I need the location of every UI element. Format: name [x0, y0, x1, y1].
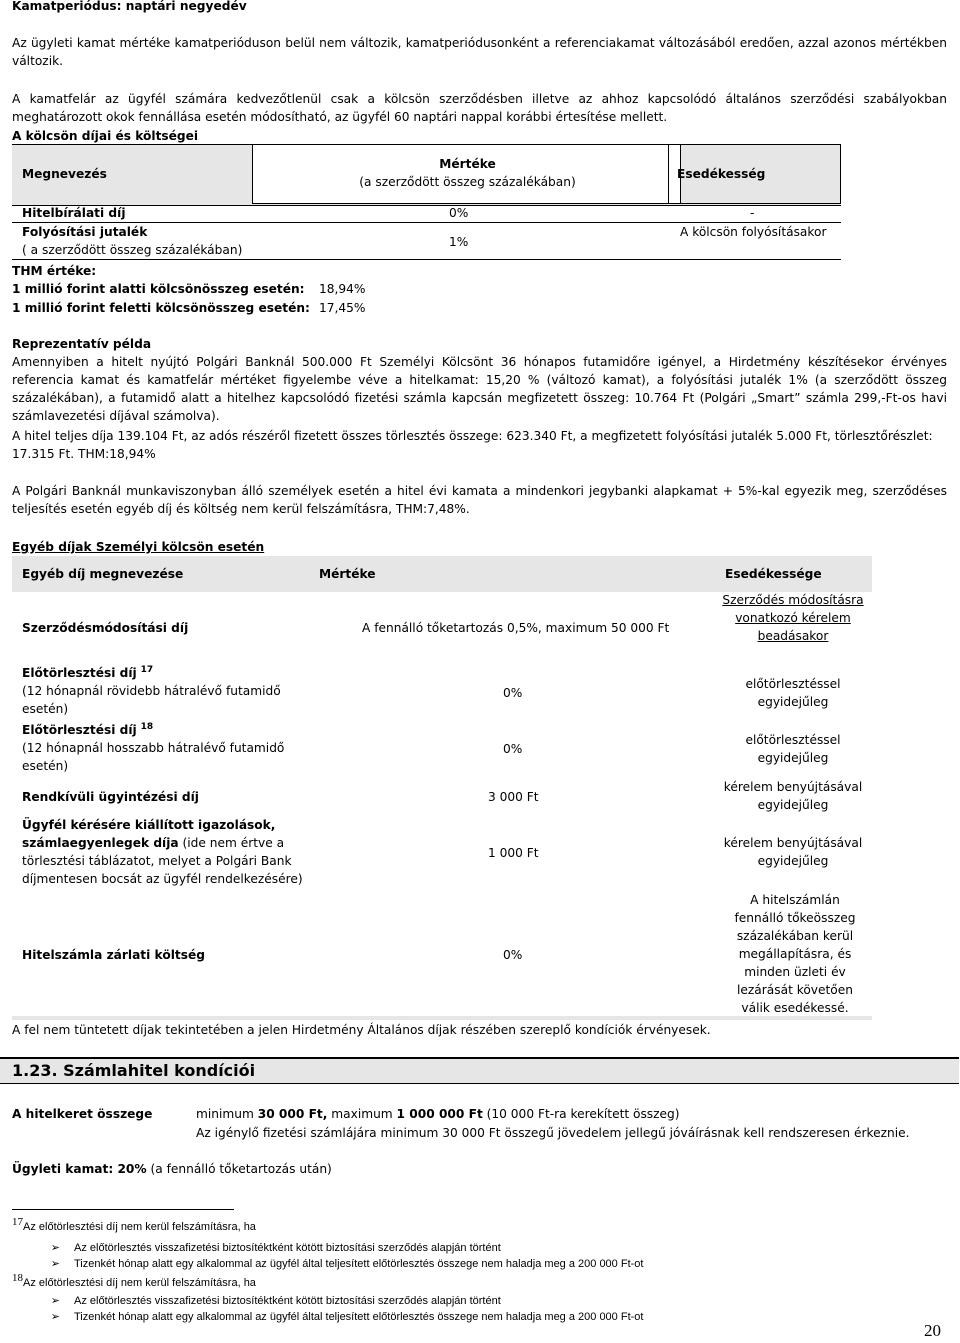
credit-limit-line1	[196, 1105, 680, 1123]
paragraph-interest-rate: Az ügyleti kamat mértéke kamatperióduson belül nem változik, kamatperiódusonként a referenciakamat változásából eredően, azzal azonos mértékben változik.	[12, 36, 947, 68]
fees-col-name: Megnevezés	[22, 167, 107, 181]
example-paragraph-1: Amennyiben a hitelt nyújtó Polgári Banknál 500.000 Ft Személyi Kölcsönt 36 hónapos futamidőre igényel, a Hirdetmény készítésekor érvényes referencia kamat és kamatfelár mértéket figyelembe véve a hitelkamat: 15,20 % (változó kamat), a folyósítási jutalék 1% (a szerződött összeg százalékában), a futamidő alatt a hitelhez kapcsolódó fizetési számla kapcsán megfizetett összeg: 10.764 Ft (Polgári „Smart” számla 299,-Ft-os havi számlavezetési díjával számolva).	[12, 355, 947, 423]
prepayment-short-title: Előtörlesztési díj	[22, 666, 137, 680]
list-item	[12, 1240, 501, 1256]
fee-due-disbursement: A kölcsön folyósításakor	[680, 225, 827, 239]
fees-col-due: Esedékesség	[677, 167, 766, 181]
other-fee-due-closing: A hitelszámlán fennálló tőkeösszeg százalékában kerül megállapításra, és minden üzleti év lezárását követően válik esedékessé.	[734, 893, 856, 1015]
footnote-17-number: 17	[12, 1215, 23, 1228]
other-fees-col-name: Egyéb díj megnevezése	[22, 567, 184, 581]
fee-name-disbursement: Folyósítási jutalék	[22, 225, 148, 239]
credit-limit-label: A hitelkeret összege	[12, 1107, 153, 1121]
thm-line2-label: 1 millió forint feletti kölcsönösszeg esetén:	[12, 301, 310, 315]
other-fee-due-extraordinary: kérelem benyújtásával egyidejűleg	[723, 780, 863, 812]
fees-col-rate-subtitle: (a szerződött összeg százalékában)	[359, 175, 576, 189]
section-title: 1.23. Számlahitel kondíciói	[12, 1061, 256, 1080]
footnote-17-bullet-1: Az előtörlesztés visszafizetési biztosítéktként kötött biztosítási szerződés alapján történt	[74, 1242, 501, 1254]
section-heading-interest-period: Kamatperiódus: naptári negyedév	[12, 0, 247, 13]
fee-rate-credit-review: 0%	[449, 206, 469, 220]
fee-name-credit-review: Hitelbírálati díj	[22, 206, 126, 220]
credit-limit-max-value: 1 000 000 Ft	[396, 1107, 483, 1121]
fees-col-rate	[253, 155, 682, 191]
thm-line1-value: 18,94%	[319, 282, 366, 296]
certificates-note: (ide nem értve a törlesztési táblázatot, melyet a Polgári Bank díjmentesen bocsát az ügyfél rendelkezésére)	[22, 836, 303, 886]
certificates-title: Ügyfél kérésére kiállított igazolások, számlaegyenlegek díja	[22, 818, 276, 850]
arrow-bullet-icon: ➢	[50, 1295, 60, 1307]
thm-label: THM értéke:	[12, 264, 97, 278]
table-row	[12, 204, 841, 223]
footnote-18-number: 18	[12, 1271, 23, 1284]
example-paragraph-3: A Polgári Banknál munkaviszonyban álló személyek esetén a hitel évi kamata a mindenkori jegybanki alapkamat + 5%-kal egyezik meg, szerződéses teljesítés esetén egyéb díj és költség nem kerül felszámításra, THM:7,48%.	[12, 484, 947, 516]
example-heading: Reprezentatív példa	[12, 337, 152, 351]
arrow-bullet-icon: ➢	[50, 1311, 60, 1323]
other-fee-name-closing: Hitelszámla zárlati költség	[22, 948, 205, 962]
list-item	[12, 1309, 643, 1325]
thm-line1-label: 1 millió forint alatti kölcsönösszeg esetén:	[12, 282, 305, 296]
footnote-18-bullet-1: Az előtörlesztés visszafizetési biztosítéktként kötött biztosítási szerződés alapján történt	[74, 1295, 501, 1307]
arrow-bullet-icon: ➢	[50, 1258, 60, 1270]
business-interest-label: Ügyleti kamat: 20%	[12, 1162, 147, 1176]
fee-name-disbursement-sub: ( a szerződött összeg százalékában)	[22, 243, 243, 257]
footnote-ref-17[interactable]: 17	[140, 664, 154, 675]
fee-due-credit-review: -	[750, 206, 755, 220]
footnote-18-bullet-2: Tizenkét hónap alatt egy alkalommal az ügyfél által teljesített előtörlesztés összege nem haladja meg a 200 000 Ft-ot	[74, 1311, 644, 1323]
other-fee-rate-extraordinary: 3 000 Ft	[488, 790, 539, 804]
other-fee-name-contract-mod: Szerződésmódosítási díj	[22, 621, 189, 635]
example-paragraph-2: A hitel teljes díja 139.104 Ft, az adós részéről fizetett összes törlesztés összege: 623.340 Ft, a megfizetett folyósítási jutalék 5.000 Ft, törlesztőrészlet: 17.315 Ft. THM:18,94%	[12, 429, 933, 461]
fee-rate-disbursement: 1%	[449, 235, 469, 249]
thm-line2-value: 17,45%	[319, 301, 366, 315]
credit-limit-max-text: maximum	[327, 1107, 397, 1121]
other-fees-heading: Egyéb díjak Személyi kölcsön esetén	[12, 540, 265, 554]
other-fee-name-prepayment-long	[22, 721, 292, 775]
other-fee-due-prepayment-long: előtörlesztéssel egyidejűleg	[745, 733, 841, 765]
other-fees-note: A fel nem tüntetett díjak tekintetében a jelen Hirdetmény Általános díjak részében szereplő kondíciók érvényesek.	[12, 1023, 711, 1037]
prepayment-long-sub: (12 hónapnál hosszabb hátralévő futamidő esetén)	[22, 741, 285, 773]
credit-limit-line2: Az igénylő fizetési számlájára minimum 30 000 Ft összegű jövedelem jellegű jóváírásnak kell rendszeresen érkeznie.	[196, 1126, 910, 1140]
business-interest-note: (a fennálló tőketartozás után)	[146, 1162, 332, 1176]
other-fee-rate-certificates: 1 000 Ft	[488, 846, 539, 860]
prepayment-long-title: Előtörlesztési díj	[22, 723, 137, 737]
list-item	[12, 1256, 643, 1272]
credit-limit-min-text: minimum	[196, 1107, 258, 1121]
other-fee-due-contract-mod: Szerződés módosításra vonatkozó kérelem beadásakor	[722, 593, 864, 643]
other-fee-rate-prepayment-short: 0%	[503, 686, 523, 700]
footnote-17-bullet-2: Tizenkét hónap alatt egy alkalommal az ügyfél által teljesített előtörlesztés összege nem haladja meg a 200 000 Ft-ot	[74, 1258, 644, 1270]
page-number: 20	[924, 1321, 941, 1340]
credit-limit-rounding: (10 000 Ft-ra kerekített összeg)	[482, 1107, 680, 1121]
other-fee-due-prepayment-short: előtörlesztéssel egyidejűleg	[745, 677, 841, 709]
footnote-separator	[12, 1209, 234, 1210]
other-fee-rate-prepayment-long: 0%	[503, 742, 523, 756]
footnote-18	[12, 1271, 256, 1291]
other-fee-name-extraordinary: Rendkívüli ügyintézési díj	[22, 790, 199, 804]
paragraph-margin: A kamatfelár az ügyfél számára kedvezőtlenül csak a kölcsön szerződésben illetve az ahhoz kapcsolódó általános szerződési szabályokban meghatározott okok fennállása esetén módosítható, az ügyfél 60 naptári nappal korábbi értesítése mellett.	[12, 92, 947, 124]
arrow-bullet-icon: ➢	[50, 1242, 60, 1254]
other-fees-col-rate: Mértéke	[319, 567, 376, 581]
other-fee-due-certificates: kérelem benyújtásával egyidejűleg	[723, 836, 863, 868]
prepayment-short-sub: (12 hónapnál rövidebb hátralévő futamidő esetén)	[22, 684, 281, 716]
footnote-ref-18[interactable]: 18	[140, 721, 154, 732]
credit-limit-min-value: 30 000 Ft,	[257, 1107, 328, 1121]
other-fee-rate-contract-mod: A fennálló tőketartozás 0,5%, maximum 50 000 Ft	[362, 621, 670, 635]
footnote-17-text: Az előtörlesztési díj nem kerül felszámításra, ha	[23, 1221, 256, 1233]
fees-heading: A kölcsön díjai és költségei	[12, 129, 199, 143]
footnote-18-text: Az előtörlesztési díj nem kerül felszámításra, ha	[23, 1277, 256, 1289]
fees-col-rate-title: Mértéke	[439, 157, 496, 171]
footnote-17	[12, 1215, 256, 1235]
other-fee-name-prepayment-short	[22, 664, 292, 718]
business-interest	[12, 1160, 332, 1178]
other-fee-rate-closing: 0%	[503, 948, 523, 962]
list-item	[12, 1293, 501, 1309]
other-fee-name-certificates	[22, 816, 312, 888]
other-fees-col-due: Esedékessége	[725, 567, 822, 581]
